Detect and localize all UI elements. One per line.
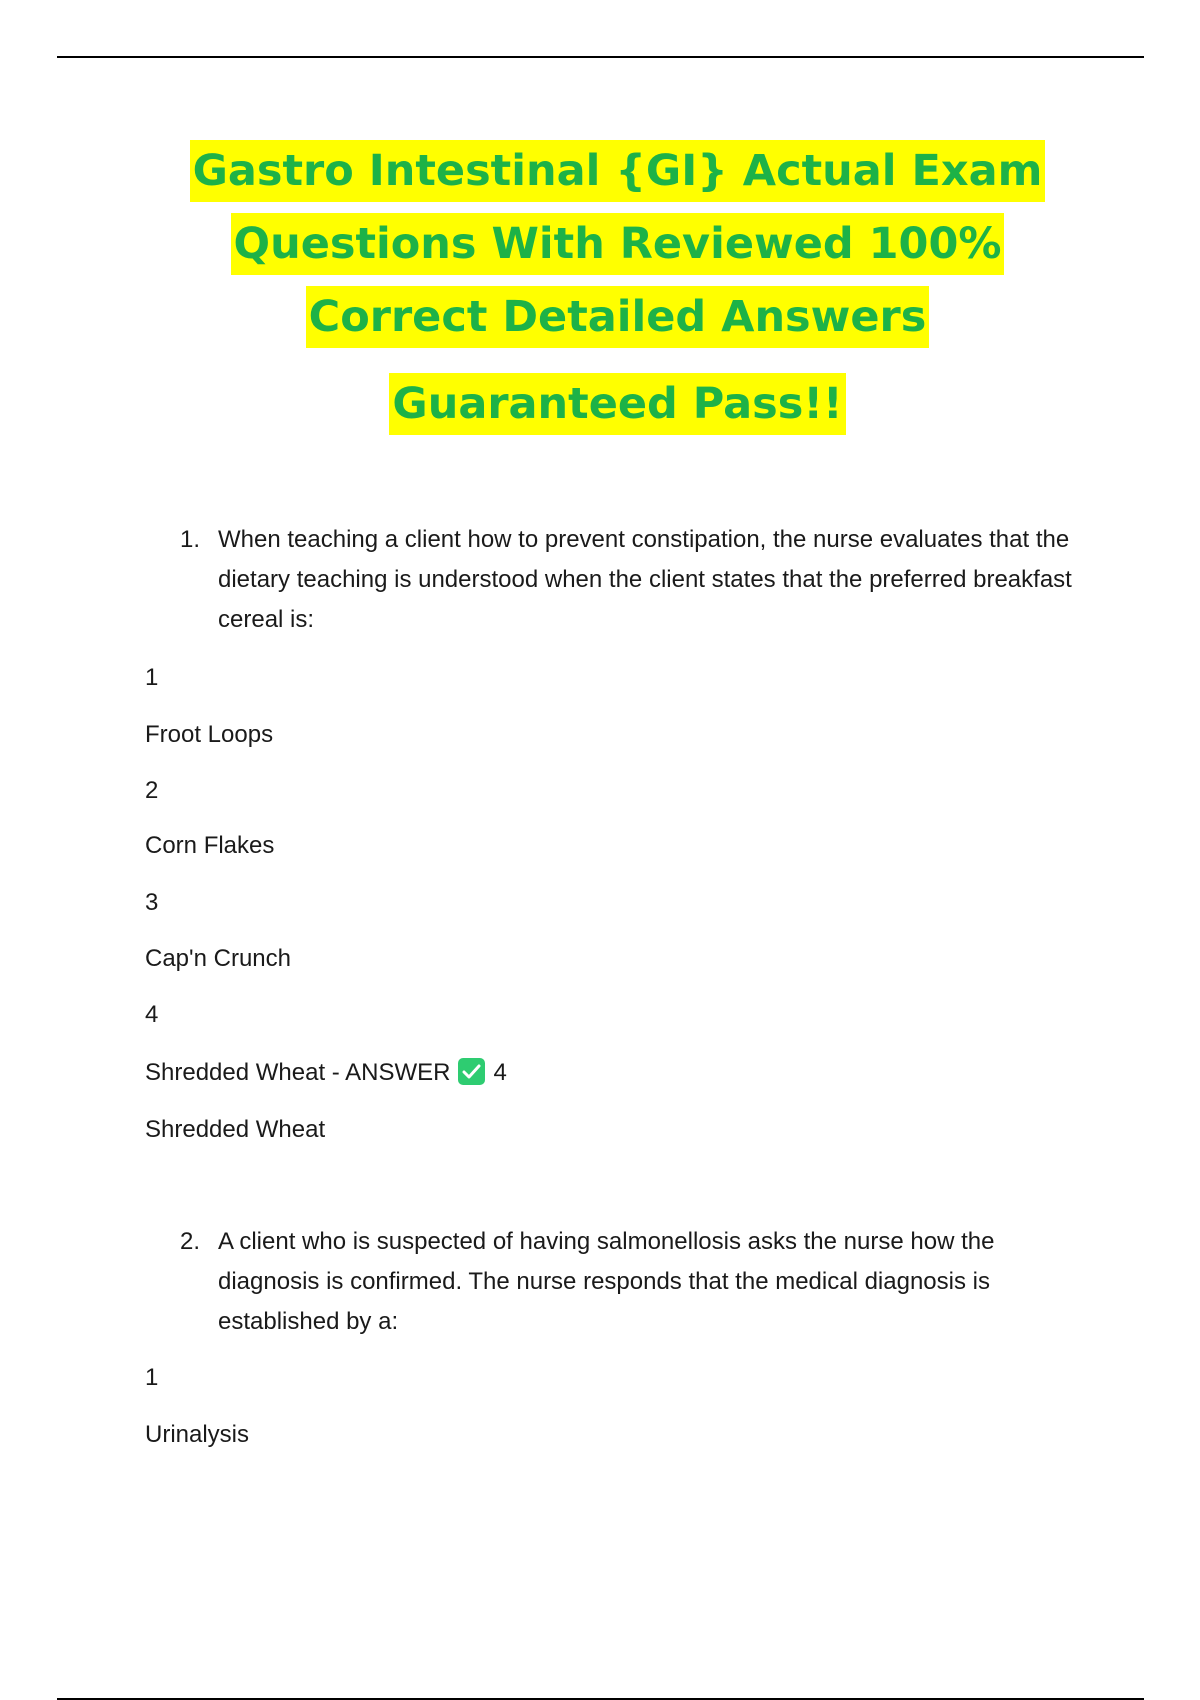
answer-label: Shredded Wheat - ANSWER	[145, 1059, 451, 1086]
question-1	[180, 520, 1080, 640]
question-text: When teaching a client how to prevent constipation, the nurse evaluates that the dietary teaching is understood when the client states that the preferred breakfast cereal is:	[218, 526, 1072, 633]
question-2	[180, 1222, 1080, 1342]
question-number: 2.	[180, 1228, 201, 1255]
option-number: 1	[145, 1364, 159, 1391]
option-number: 2	[145, 777, 159, 804]
title-line-3: Correct Detailed Answers	[0, 286, 1200, 348]
answer-text: Shredded Wheat	[145, 1116, 326, 1143]
title-line-2: Questions With Reviewed 100%	[0, 213, 1200, 275]
answer-number: 4	[493, 1059, 507, 1086]
option-text: Urinalysis	[145, 1421, 250, 1448]
answer-line	[145, 1058, 507, 1088]
check-mark-icon	[458, 1058, 485, 1085]
option-number: 3	[145, 889, 159, 916]
option-text: Corn Flakes	[145, 832, 275, 859]
option-number: 1	[145, 664, 159, 691]
title-line-1: Gastro Intestinal {GI} Actual Exam	[0, 140, 1200, 202]
document-title	[0, 140, 1200, 435]
option-number: 4	[145, 1001, 159, 1028]
option-text: Froot Loops	[145, 721, 274, 748]
title-line-4: Guaranteed Pass!!	[0, 373, 1200, 435]
question-number: 1.	[180, 526, 201, 553]
option-text: Cap'n Crunch	[145, 945, 291, 972]
question-text: A client who is suspected of having salmonellosis asks the nurse how the diagnosis is confirmed. The nurse responds that the medical diagnosis is established by a:	[218, 1228, 995, 1335]
top-rule	[57, 56, 1144, 58]
